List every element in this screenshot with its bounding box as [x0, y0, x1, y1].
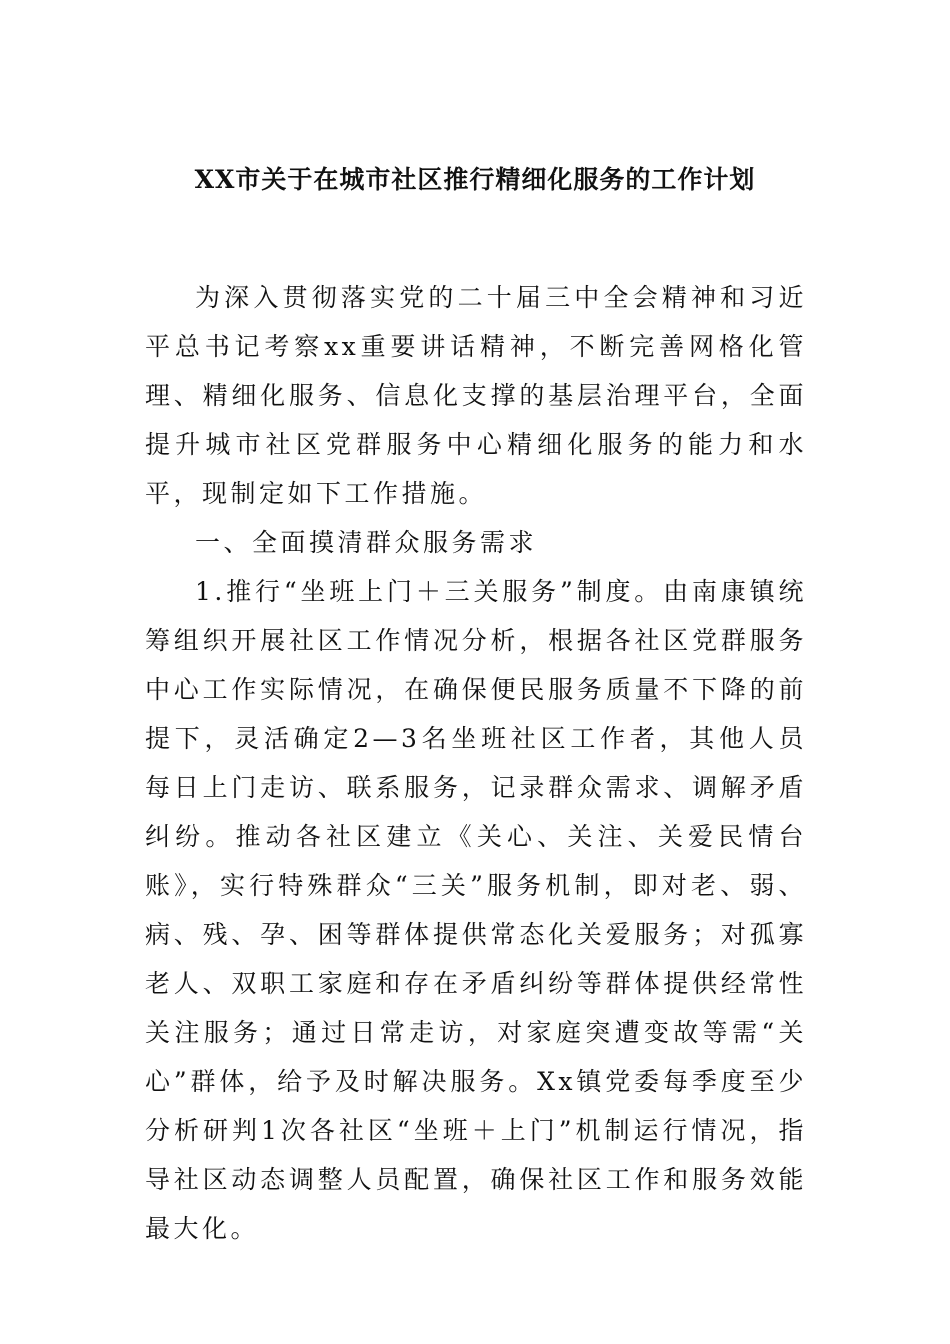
document-title: XX市关于在城市社区推行精细化服务的工作计划	[194, 165, 756, 194]
document-body	[145, 273, 807, 1253]
section-heading: 一、全面摸清群众服务需求	[195, 528, 538, 557]
intro-paragraph: 为深入贯彻落实党的二十届三中全会精神和习近平总书记考察xx重要讲话精神，不断完善网格化管理、精细化服务、信息化支撑的基层治理平台，全面提升城市社区党群服务中心精细化服务的能力和水平，现制定如下工作措施。	[145, 283, 807, 508]
item-paragraph: 1.推行“坐班上门＋三关服务”制度。由南康镇统筹组织开展社区工作情况分析，根据各社区党群服务中心工作实际情况，在确保便民服务质量不下降的前提下，灵活确定2—3名坐班社区工作者，其他人员每日上门走访、联系服务，记录群众需求、调解矛盾纠纷。推动各社区建立《关心、关注、关爱民情台账》，实行特殊群众“三关”服务机制，即对老、弱、病、残、孕、困等群体提供常态化关爱服务；对孤寡老人、双职工家庭和存在矛盾纠纷等群体提供经常性关注服务；通过日常走访，对家庭突遭变故等需“关心”群体，给予及时解决服务。Xx镇党委每季度至少分析研判1次各社区“坐班＋上门”机制运行情况，指导社区动态调整人员配置，确保社区工作和服务效能最大化。	[145, 577, 807, 1243]
